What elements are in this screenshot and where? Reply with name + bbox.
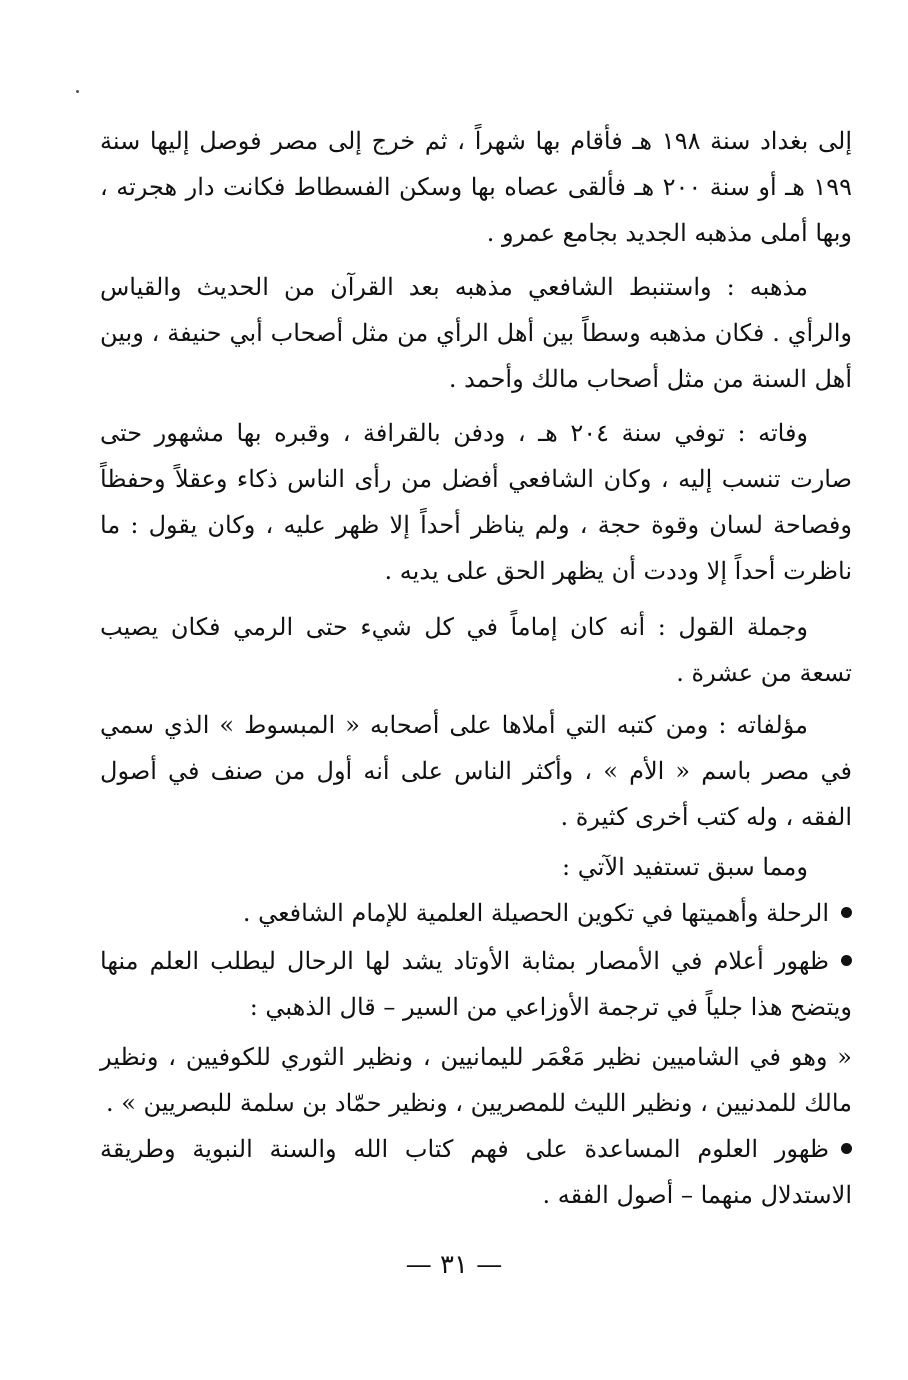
bullet-item-sciences	[100, 1126, 852, 1218]
page-number: — ٣١ —	[405, 1250, 503, 1280]
paragraph-travel: إلى بغداد سنة ١٩٨ هـ فأقام بها شهراً ، ثم خرج إلى مصر فوصل إليها سنة ١٩٩ هـ أو سنة ٢٠٠ هـ فألقى عصاه بها وسكن الفسطاط فكانت دار هجرته ، وبها أملى مذهبه الجديد بجامع عمرو .	[100, 127, 852, 247]
bullet-item-travel	[100, 890, 852, 936]
bullet-text: ظهور أعلام في الأمصار بمثابة الأوتاد يشد لها الرحال ليطلب العلم منها ويتضح هذا جلياً في ترجمة الأوزاعي من السير – قال الذهبي :	[100, 947, 852, 1021]
bullet-item-scholars	[100, 938, 852, 1030]
paragraph-works: مؤلفاته : ومن كتبه التي أملاها على أصحابه « المبسوط » الذي سمي في مصر باسم « الأم » ، وأكثر الناس على أنه أول من صنف في أصول الفقه ، وله كتب أخرى كثيرة .	[100, 711, 852, 831]
bullet-text: الرحلة وأهميتها في تكوين الحصيلة العلمية للإمام الشافعي .	[242, 899, 829, 927]
paragraph-lessons-intro: ومما سبق تستفيد الآتي :	[562, 853, 808, 881]
paragraph-death: وفاته : توفي سنة ٢٠٤ هـ ، ودفن بالقرافة ، وقبره بها مشهور حتى صارت تنسب إليه ، وكان الشافعي أفضل من رأى الناس ذكاء وعقلاً وحفظاً وفصاحة لسان وقوة حجة ، ولم يناظر أحداً إلا ظهر عليه ، وكان يقول : ما ناظرت أحداً إلا وددت أن يظهر الحق على يديه .	[100, 419, 852, 585]
paragraph-summary: وجملة القول : أنه كان إماماً في كل شيء حتى الرمي فكان يصيب تسعة من عشرة .	[100, 613, 852, 687]
scan-speck	[76, 90, 79, 93]
bullet-text: ظهور العلوم المساعدة على فهم كتاب الله والسنة النبوية وطريقة الاستدلال منهما – أصول الفقه .	[100, 1135, 852, 1209]
bullet-dot-icon	[841, 907, 852, 918]
bullet-dot-icon	[841, 1143, 852, 1154]
dhahabi-quote: « وهو في الشاميين نظير مَعْمَر لليمانيين ، ونظير الثوري للكوفيين ، ونظير مالك للمدنيين ، ونظير الليث للمصريين ، ونظير حمّاد بن سلمة للبصريين » .	[100, 1043, 852, 1117]
paragraph-madhhab: مذهبه : واستنبط الشافعي مذهبه بعد القرآن من الحديث والقياس والرأي . فكان مذهبه وسطاً بين أهل الرأي من مثل أصحاب أبي حنيفة ، وبين أهل السنة من مثل أصحاب مالك وأحمد .	[100, 273, 852, 393]
bullet-dot-icon	[841, 955, 852, 966]
